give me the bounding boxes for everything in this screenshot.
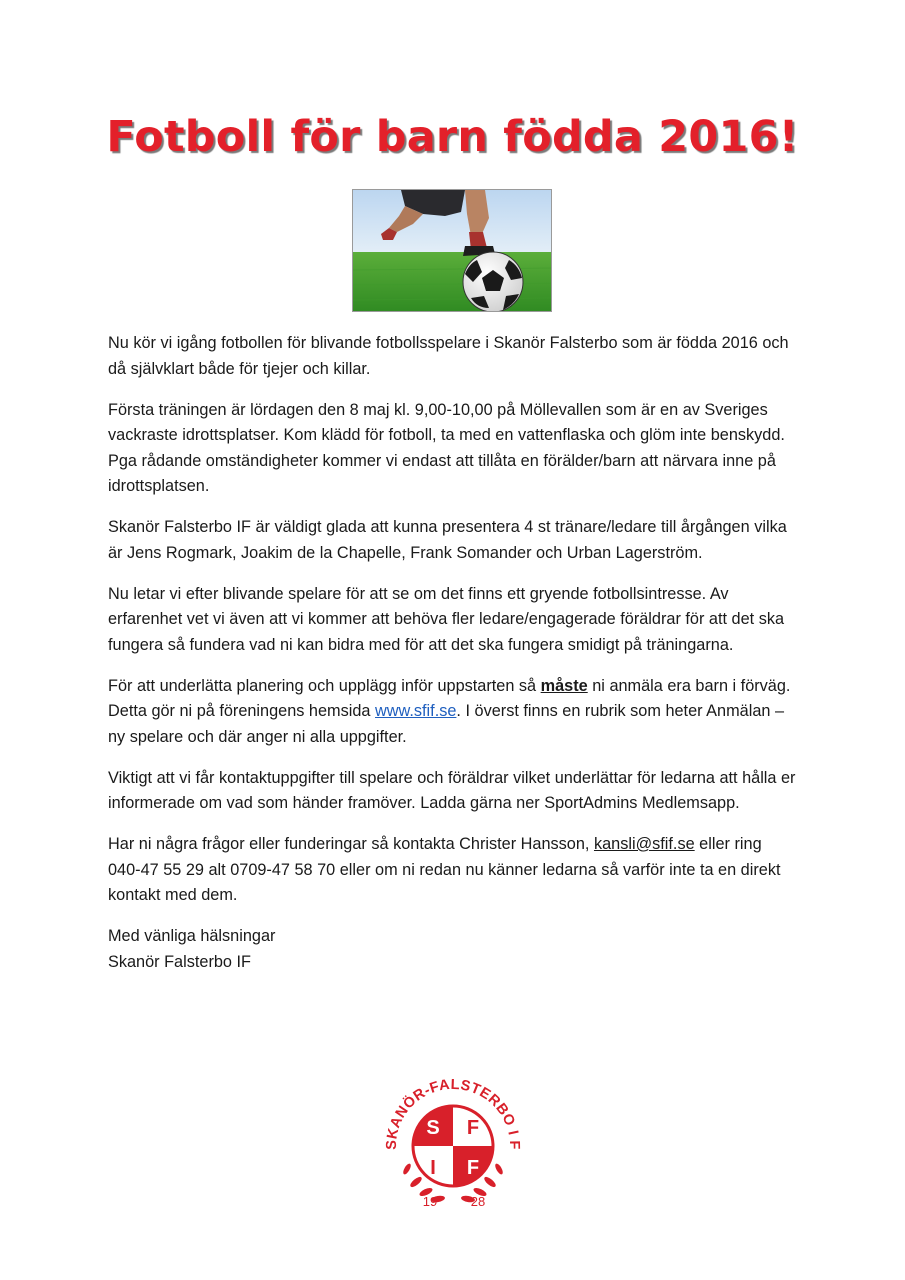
letter-body [108, 331, 798, 975]
signature-greeting: Med vänliga hälsningar [108, 927, 276, 945]
paragraph-recruiting: Nu letar vi efter blivande spelare för att se om det finns ett gryende fotbollsintresse. Av erfarenhet vet vi även att vi kommer att behöva fler ledare/engagerade föräldrar för att det ska fungera så fundera vad ni kan bidra med för att det ska fungera smidigt på träningarna. [108, 584, 785, 654]
club-logo [376, 1060, 530, 1220]
emphasis-must: måste [540, 676, 588, 695]
paragraph-contact-info: Viktigt att vi får kontaktuppgifter till spelare och föräldrar vilket underlättar för ledarna att hålla er informerade om vad som händer framöver. Ladda gärna ner SportAdmins Medlemsapp. [108, 768, 796, 812]
soccer-ball-kick-photo [353, 190, 552, 312]
email-link[interactable]: kansli@sfif.se [593, 835, 695, 853]
logo-letter-f-bottom: F [466, 1157, 480, 1179]
page-title: Fotboll för barn födda 2016! [106, 112, 799, 162]
logo-year-left: 19 [422, 1194, 438, 1209]
logo-ring-text: SKANÖR-FALSTERBO I F [383, 1076, 523, 1150]
logo-letter-s: S [426, 1117, 440, 1139]
logo-letter-i: I [430, 1157, 436, 1179]
paragraph-intro: Nu kör vi igång fotbollen för blivande fotbollsspelare i Skanör Falsterbo som är födda 2016 och då självklart både för tjejer och killar. [108, 334, 789, 378]
logo-year-right: 28 [470, 1194, 486, 1209]
logo-letter-f-top: F [466, 1117, 480, 1139]
signature-club: Skanör Falsterbo IF [108, 952, 251, 971]
soccer-photo [352, 189, 552, 312]
paragraph-first-training: Första träningen är lördagen den 8 maj kl. 9,00-10,00 på Möllevallen som är en av Sveriges vackraste idrottsplatser. Kom klädd för fotboll, ta med en vattenflaska och glöm inte benskydd. Pga rådande omständigheter kommer vi endast att tillåta en förälder/barn att närvara inne på idrottsplatsen. [108, 400, 785, 495]
paragraph-coaches: Skanör Falsterbo IF är väldigt glada att kunna presentera 4 st tränare/ledare till årgången vilka är Jens Rogmark, Joakim de la Chapelle, Frank Somander och Urban Lagerström. [108, 518, 787, 562]
paragraph-questions: Har ni några frågor eller funderingar så kontakta Christer Hansson, kansli@sfif.se eller ring 040-47 55 29 alt 0709-47 58 70 eller om ni redan nu känner ledarna så varför inte ta en direkt kontakt med dem. [108, 835, 781, 904]
website-link[interactable]: www.sfif.se [375, 702, 457, 720]
paragraph-registration: För att underlätta planering och upplägg inför uppstarten så måste ni anmäla era barn i förväg. Detta gör ni på föreningens hemsida www.sfif.se. I överst finns en rubrik som heter Anmälan – ny spelare och där anger ni alla uppgifter. [108, 676, 791, 746]
